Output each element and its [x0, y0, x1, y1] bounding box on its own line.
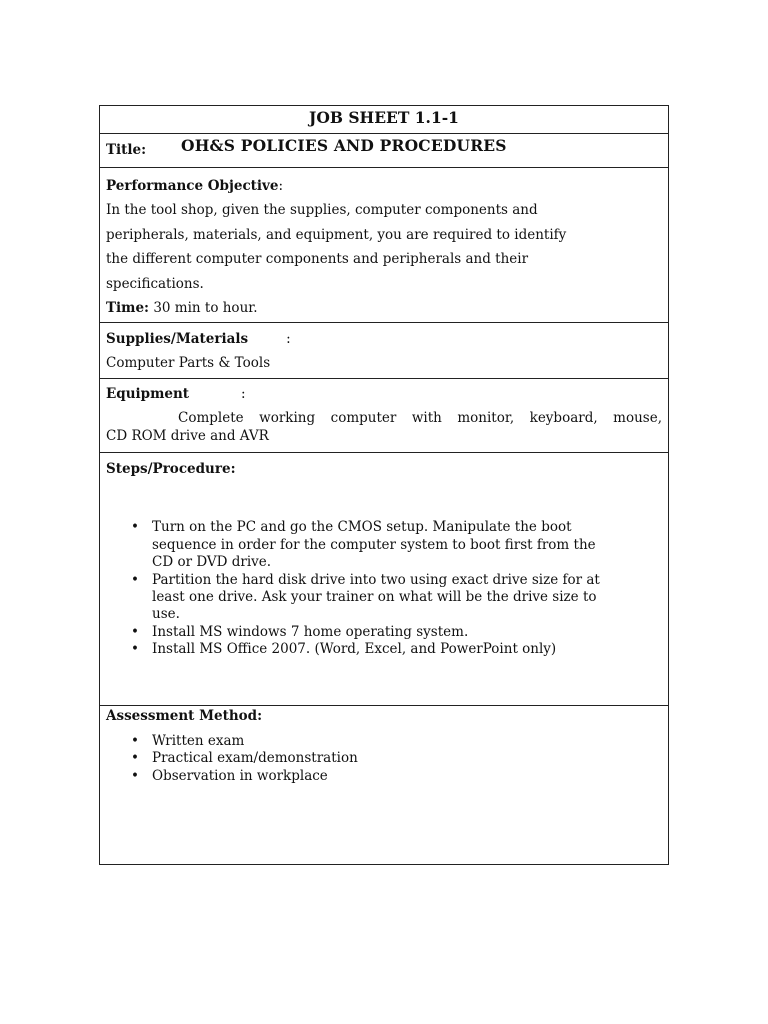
performance-objective-heading: [106, 174, 662, 198]
equipment-colon: :: [241, 386, 246, 402]
assessment-section: [100, 705, 668, 864]
step-line: CD or DVD drive.: [152, 554, 272, 571]
step-line: sequence in order for the computer system to boot first from the: [152, 536, 596, 553]
bullet-icon: •: [131, 641, 139, 658]
bullet-icon: •: [131, 571, 139, 588]
time-line: [106, 296, 662, 320]
bullet-icon: •: [131, 519, 139, 536]
objective-line: In the tool shop, given the supplies, computer components and: [106, 202, 538, 219]
assessment-list: [106, 733, 662, 785]
step-item: [106, 572, 662, 624]
equipment-heading: [106, 382, 662, 406]
title-row: [100, 133, 668, 167]
objective-line: the different computer components and peripherals and their: [106, 251, 529, 268]
assessment-item-text: Observation in workplace: [152, 767, 328, 784]
performance-objective-label: Performance Objective: [106, 178, 279, 194]
step-item: [106, 519, 662, 571]
assessment-item-text: Practical exam/demonstration: [152, 750, 358, 767]
performance-objective-section: [100, 167, 668, 322]
step-line: Turn on the PC and go the CMOS setup. Manipulate the boot: [152, 519, 572, 536]
assessment-item: [106, 750, 662, 767]
assessment-label: Assessment Method:: [106, 708, 263, 724]
title-label: Title:: [106, 142, 147, 158]
performance-objective-colon: :: [278, 178, 284, 194]
equipment-line-1: Complete working computer with monitor, keyboard, mouse,: [178, 410, 662, 426]
equipment-line-2: CD ROM drive and AVR: [106, 427, 269, 444]
assessment-item-text: Written exam: [152, 733, 245, 749]
time-value: 30 min to hour.: [149, 300, 258, 317]
equipment-label: Equipment: [106, 386, 190, 402]
assessment-item: [106, 768, 662, 785]
job-sheet-title: JOB SHEET 1.1-1: [309, 108, 459, 127]
objective-line: specifications.: [106, 275, 204, 292]
bullet-icon: •: [131, 623, 139, 640]
steps-section: [100, 452, 668, 705]
bullet-icon: •: [131, 750, 139, 767]
step-line: Install MS windows 7 home operating system.: [152, 623, 469, 640]
supplies-label: Supplies/Materials: [106, 331, 249, 347]
steps-list: [106, 519, 662, 658]
bullet-icon: •: [131, 767, 139, 784]
step-line: Install MS Office 2007. (Word, Excel, and PowerPoint only): [152, 641, 557, 658]
objective-line: peripherals, materials, and equipment, you are required to identify: [106, 226, 567, 243]
step-line: least one drive. Ask your trainer on what will be the drive size to: [152, 589, 597, 606]
supplies-colon: :: [286, 331, 291, 347]
supplies-section: [100, 322, 668, 378]
steps-label: Steps/Procedure:: [106, 461, 236, 477]
job-sheet-header: [100, 106, 668, 133]
time-label: Time:: [106, 300, 150, 317]
step-line: Partition the hard disk drive into two using exact drive size for at: [152, 571, 600, 588]
supplies-value: Computer Parts & Tools: [106, 355, 271, 371]
bullet-icon: •: [131, 733, 139, 749]
step-item: [106, 641, 662, 658]
equipment-section: [100, 378, 668, 452]
title-value: OH&S POLICIES AND PROCEDURES: [181, 136, 507, 155]
assessment-item: [106, 733, 662, 750]
step-item: [106, 624, 662, 641]
supplies-heading: [106, 327, 662, 351]
step-line: use.: [152, 606, 180, 623]
job-sheet-table: [99, 105, 669, 865]
